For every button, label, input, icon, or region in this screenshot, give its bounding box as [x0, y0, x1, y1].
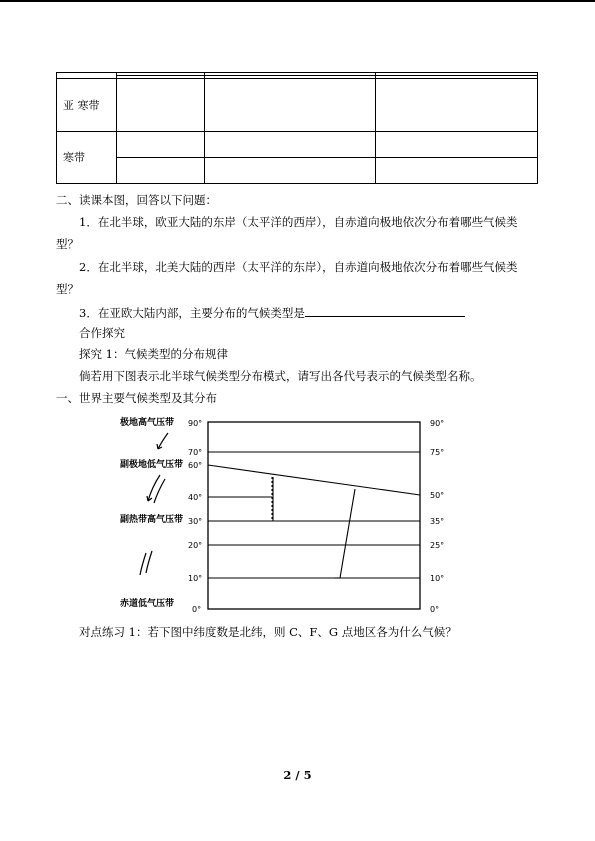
lat-label-right: 0°	[430, 605, 440, 614]
lat-label-right: 75°	[430, 448, 445, 457]
lat-label-left: 40°	[188, 493, 203, 502]
lat-label-left: 10°	[188, 574, 203, 583]
belt-label-polar-high: 极地高气压带	[120, 418, 175, 428]
table-row	[57, 157, 538, 183]
left-latitude-labels	[188, 419, 202, 614]
exercise-1: 对点练习 1：若下图中纬度数是北纬，则 C、F、G 点地区各为什么气候？	[79, 625, 457, 639]
question-2: 2．在北半球，北美大陆的西岸（太平洋的东岸），自赤道向极地依次分布着哪些气候类	[79, 260, 518, 274]
zone-boundaries	[272, 477, 355, 578]
wind-arrows	[140, 433, 168, 575]
zone-label-polar: 寒带	[57, 131, 117, 183]
belt-label-subtropical-high: 副热带高气压带	[120, 515, 184, 525]
lat-label-left: 60°	[188, 461, 203, 470]
lat-label-right: 10°	[430, 574, 445, 583]
explore-1-title: 探究 1：气候类型的分布规律	[79, 347, 228, 361]
question-3	[79, 305, 465, 320]
lat-label-left: 0°	[192, 605, 202, 614]
climate-distribution-diagram	[100, 405, 460, 615]
lat-label-left: 20°	[188, 541, 203, 550]
lat-line-slanted	[208, 465, 420, 495]
lat-label-right: 35°	[430, 517, 445, 526]
lat-label-left: 30°	[188, 517, 203, 526]
diagram-frame	[208, 422, 420, 609]
answer-blank[interactable]	[305, 305, 465, 317]
table-cell	[205, 157, 376, 183]
lat-label-right: 50°	[430, 491, 445, 500]
section-heading-2: 二、读课本图，回答以下问题：	[56, 193, 217, 207]
table-row	[57, 79, 538, 131]
lat-label-left: 70°	[188, 448, 203, 457]
question-1-cont: 型？	[56, 237, 79, 251]
explore-1-description: 倘若用下图表示北半球气候类型分布模式，请写出各代号表示的气候类型名称。	[79, 369, 482, 383]
page-number: 2 / 5	[283, 768, 312, 782]
question-1: 1．在北半球，欧亚大陆的东岸（太平洋的西岸），自赤道向极地依次分布着哪些气候类	[79, 215, 518, 229]
table-cell	[376, 131, 538, 157]
table-row	[57, 131, 538, 157]
table-cell	[376, 79, 538, 131]
table-cell	[117, 157, 205, 183]
latitude-lines	[208, 452, 420, 578]
lat-label-right: 90°	[430, 419, 445, 428]
question-2-cont: 型？	[56, 282, 79, 296]
table-cell	[376, 157, 538, 183]
lat-label-right: 25°	[430, 541, 445, 550]
right-latitude-labels	[430, 419, 444, 614]
section-heading-1: 一、世界主要气候类型及其分布	[56, 391, 217, 405]
climate-zone-table	[56, 72, 538, 184]
cooperation-heading: 合作探究	[79, 326, 125, 340]
question-3-text: 3．在亚欧大陆内部，主要分布的气候类型是	[79, 306, 305, 320]
belt-label-subpolar-low: 副极地低气压带	[120, 460, 184, 470]
table-cell	[205, 79, 376, 131]
table-cell	[117, 79, 205, 131]
page-top-rule	[0, 0, 595, 2]
table-cell	[205, 131, 376, 157]
table-cell	[117, 131, 205, 157]
belt-label-equatorial-low: 赤道低气压带	[120, 599, 175, 609]
lat-label-left: 90°	[188, 419, 203, 428]
zone-label-subarctic: 亚 寒带	[57, 79, 117, 131]
